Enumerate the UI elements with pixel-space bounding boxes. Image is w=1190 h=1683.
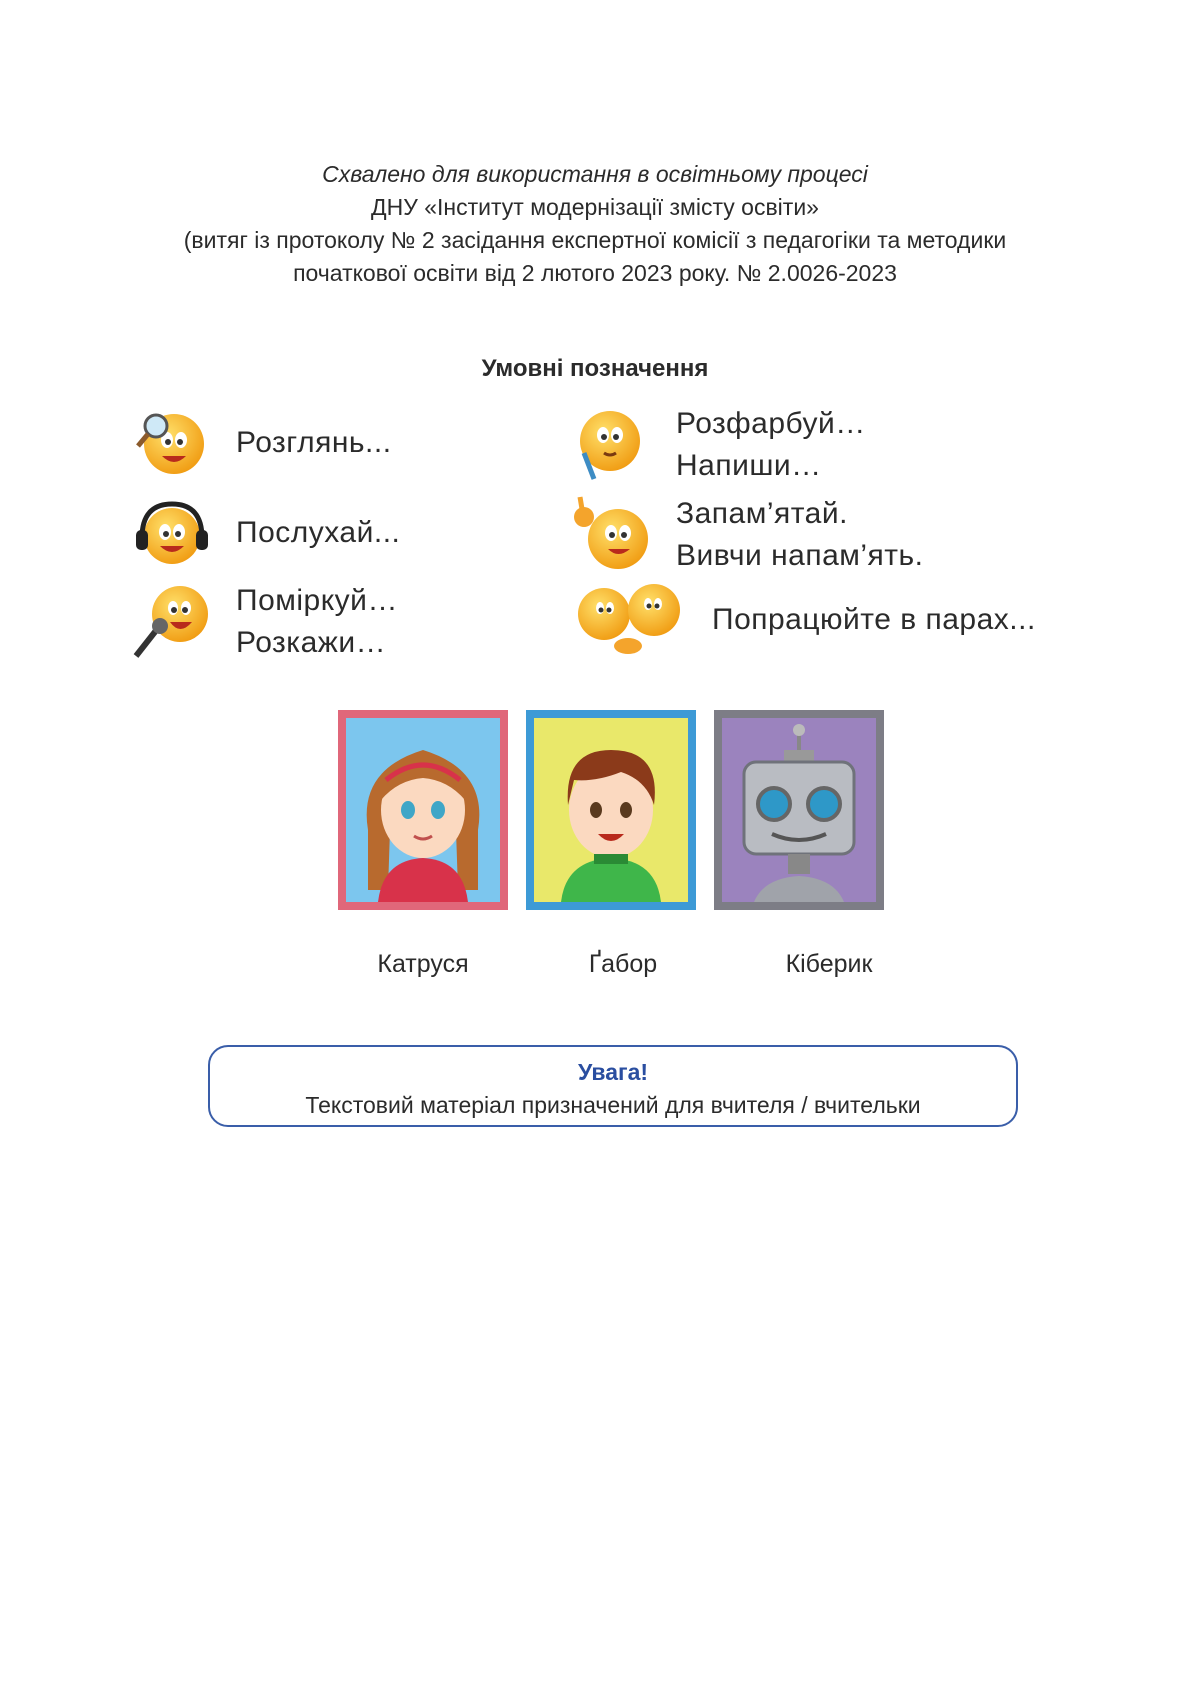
character-name-kiberyk: Кіберик: [785, 950, 873, 978]
notice-title: Увага!: [577, 1059, 649, 1085]
katrusia-portrait: [338, 710, 508, 910]
legend-line: Вивчи напам’ять.: [676, 539, 924, 572]
legend-line: Поміркуй…: [236, 584, 398, 617]
microphone-smiley-icon: [130, 582, 214, 662]
teacher-notice-box: [208, 1045, 1018, 1127]
approval-line-3: (витяг із протоколу № 2 засідання експертної комісії з педагогіки та методики: [183, 227, 1007, 253]
approval-line-2: ДНУ «Інститут модернізації змісту освіти»: [371, 194, 819, 220]
approval-block: [0, 158, 1190, 290]
legend-text-think: [236, 580, 398, 664]
legend-text-examine: [236, 422, 392, 464]
gabor-portrait: [526, 710, 696, 910]
magnifier-smiley-icon: [130, 408, 214, 478]
legend-item-color: [570, 403, 866, 487]
legend-line: Запам’ятай.: [676, 497, 848, 530]
headphones-smiley-icon: [130, 498, 214, 568]
legend-item-pairs: [570, 580, 1036, 660]
legend-text-listen: [236, 512, 400, 554]
character-name-gabor: Ґабор: [588, 950, 658, 978]
legend-title: Умовні позначення: [481, 355, 709, 382]
kiberyk-portrait: [714, 710, 884, 910]
legend-item-think: [130, 580, 398, 664]
legend-text-pairs: [712, 599, 1036, 641]
legend-line: Розглянь...: [236, 426, 392, 459]
approval-line-4: початкової освіти від 2 лютого 2023 року. № 2.0026-2023: [293, 260, 897, 286]
legend-item-examine: [130, 408, 392, 478]
legend-line: Послухай...: [236, 516, 401, 549]
legend-item-memorize: [570, 493, 924, 577]
legend-line: Попрацюйте в парах...: [712, 603, 1036, 636]
legend-text-memorize: [676, 493, 924, 577]
legend-text-color: [676, 403, 866, 487]
characters-row: [0, 710, 1190, 940]
approval-line-1: Схвалено для використання в освітньому процесі: [322, 161, 868, 187]
notice-text: Текстовий матеріал призначений для вчителя / вчительки: [305, 1092, 921, 1118]
legend-line: Розфарбуй…: [676, 407, 866, 440]
thinking-smiley-icon: [570, 495, 654, 575]
pair-smileys-icon: [570, 580, 690, 660]
legend-line: Напиши…: [676, 449, 822, 482]
legend-line: Розкажи…: [236, 626, 387, 659]
legend-item-listen: [130, 498, 400, 568]
pencil-smiley-icon: [570, 405, 654, 485]
character-name-katrusia: Катруся: [377, 950, 469, 978]
